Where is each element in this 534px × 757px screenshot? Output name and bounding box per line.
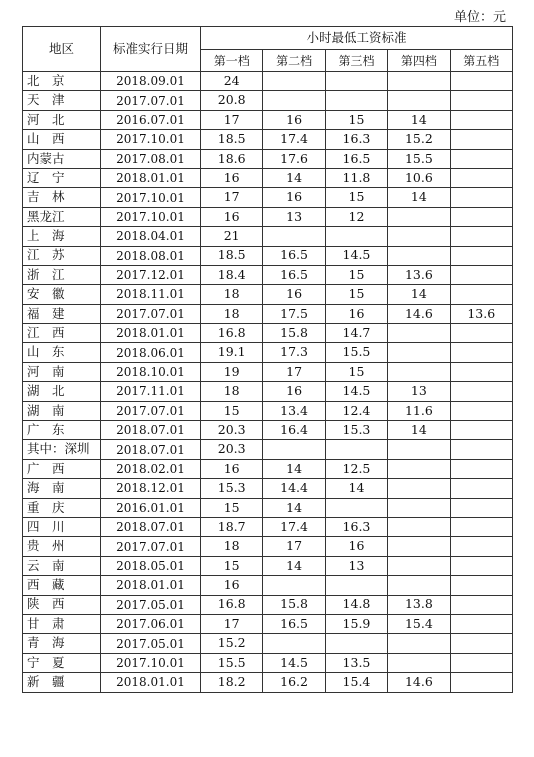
tier-3-cell: 13.5 xyxy=(325,653,387,672)
tier-1-cell: 18 xyxy=(201,537,263,556)
tier-4-cell xyxy=(388,517,450,536)
header-region: 地区 xyxy=(23,27,101,72)
tier-1-cell: 19 xyxy=(201,362,263,381)
region-cell: 四 川 xyxy=(23,517,101,536)
region-cell: 青 海 xyxy=(23,634,101,653)
tier-3-cell: 16.5 xyxy=(325,149,387,168)
table-row xyxy=(23,595,513,614)
tier-5-cell xyxy=(450,440,512,459)
date-cell: 2018.04.01 xyxy=(101,227,201,246)
tier-2-cell: 16 xyxy=(263,382,325,401)
table-row xyxy=(23,634,513,653)
tier-1-cell: 16.8 xyxy=(201,324,263,343)
table-row xyxy=(23,246,513,265)
tier-5-cell xyxy=(450,168,512,187)
tier-3-cell: 15 xyxy=(325,188,387,207)
tier-1-cell: 18 xyxy=(201,382,263,401)
tier-5-cell xyxy=(450,130,512,149)
date-cell: 2018.01.01 xyxy=(101,324,201,343)
date-cell: 2017.10.01 xyxy=(101,207,201,226)
tier-4-cell: 13.6 xyxy=(388,265,450,284)
tier-1-cell: 17 xyxy=(201,614,263,633)
tier-1-cell: 18.7 xyxy=(201,517,263,536)
tier-4-cell xyxy=(388,634,450,653)
tier-1-cell: 17 xyxy=(201,188,263,207)
tier-5-cell xyxy=(450,362,512,381)
header-tier-5: 第五档 xyxy=(450,50,512,72)
tier-2-cell: 17.4 xyxy=(263,517,325,536)
tier-2-cell: 14 xyxy=(263,556,325,575)
date-cell: 2016.01.01 xyxy=(101,498,201,517)
tier-2-cell: 16 xyxy=(263,285,325,304)
region-cell: 宁 夏 xyxy=(23,653,101,672)
tier-1-cell: 16 xyxy=(201,168,263,187)
table-row xyxy=(23,188,513,207)
tier-2-cell: 14 xyxy=(263,168,325,187)
date-cell: 2017.05.01 xyxy=(101,595,201,614)
tier-1-cell: 15 xyxy=(201,401,263,420)
tier-3-cell: 15 xyxy=(325,265,387,284)
tier-5-cell xyxy=(450,382,512,401)
tier-4-cell: 15.5 xyxy=(388,149,450,168)
date-cell: 2017.10.01 xyxy=(101,130,201,149)
tier-4-cell: 11.6 xyxy=(388,401,450,420)
region-cell: 其中：深圳 xyxy=(23,440,101,459)
tier-4-cell: 15.4 xyxy=(388,614,450,633)
date-cell: 2017.12.01 xyxy=(101,265,201,284)
date-cell: 2018.02.01 xyxy=(101,459,201,478)
date-cell: 2018.07.01 xyxy=(101,517,201,536)
tier-3-cell xyxy=(325,498,387,517)
tier-4-cell xyxy=(388,537,450,556)
header-tier-3: 第三档 xyxy=(325,50,387,72)
tier-2-cell: 16.5 xyxy=(263,265,325,284)
table-row xyxy=(23,168,513,187)
region-cell: 江 苏 xyxy=(23,246,101,265)
table-row xyxy=(23,110,513,129)
region-cell: 河 北 xyxy=(23,110,101,129)
table-row xyxy=(23,265,513,284)
region-cell: 云 南 xyxy=(23,556,101,575)
tier-4-cell xyxy=(388,459,450,478)
tier-3-cell: 15.4 xyxy=(325,673,387,692)
region-cell: 江 西 xyxy=(23,324,101,343)
tier-4-cell xyxy=(388,653,450,672)
table-row xyxy=(23,401,513,420)
tier-3-cell xyxy=(325,634,387,653)
tier-4-cell: 14 xyxy=(388,421,450,440)
tier-3-cell xyxy=(325,227,387,246)
region-cell: 北 京 xyxy=(23,72,101,91)
date-cell: 2018.12.01 xyxy=(101,479,201,498)
tier-2-cell: 17 xyxy=(263,537,325,556)
tier-1-cell: 15 xyxy=(201,556,263,575)
tier-4-cell: 14.6 xyxy=(388,304,450,323)
tier-4-cell xyxy=(388,324,450,343)
tier-1-cell: 20.3 xyxy=(201,421,263,440)
table-row xyxy=(23,285,513,304)
tier-4-cell xyxy=(388,556,450,575)
tier-1-cell: 18.6 xyxy=(201,149,263,168)
date-cell: 2018.01.01 xyxy=(101,673,201,692)
table-row xyxy=(23,130,513,149)
tier-4-cell xyxy=(388,343,450,362)
tier-2-cell: 16.5 xyxy=(263,246,325,265)
tier-2-cell: 14.5 xyxy=(263,653,325,672)
tier-2-cell: 16.4 xyxy=(263,421,325,440)
region-cell: 福 建 xyxy=(23,304,101,323)
tier-3-cell xyxy=(325,91,387,110)
tier-4-cell: 14.6 xyxy=(388,673,450,692)
region-cell: 辽 宁 xyxy=(23,168,101,187)
tier-1-cell: 15.5 xyxy=(201,653,263,672)
region-cell: 贵 州 xyxy=(23,537,101,556)
min-wage-table xyxy=(22,26,513,693)
tier-5-cell xyxy=(450,653,512,672)
date-cell: 2018.05.01 xyxy=(101,556,201,575)
tier-4-cell: 15.2 xyxy=(388,130,450,149)
date-cell: 2018.01.01 xyxy=(101,576,201,595)
tier-3-cell: 16.3 xyxy=(325,130,387,149)
tier-5-cell xyxy=(450,246,512,265)
table-row xyxy=(23,673,513,692)
tier-1-cell: 19.1 xyxy=(201,343,263,362)
tier-2-cell: 13.4 xyxy=(263,401,325,420)
tier-5-cell xyxy=(450,421,512,440)
table-row xyxy=(23,556,513,575)
tier-5-cell xyxy=(450,576,512,595)
tier-5-cell xyxy=(450,265,512,284)
tier-5-cell xyxy=(450,149,512,168)
region-cell: 新 疆 xyxy=(23,673,101,692)
table-row xyxy=(23,653,513,672)
table-row xyxy=(23,91,513,110)
tier-5-cell xyxy=(450,110,512,129)
tier-5-cell xyxy=(450,498,512,517)
header-hourly-group: 小时最低工资标准 xyxy=(201,27,513,50)
unit-label: 单位：元 xyxy=(453,10,506,25)
tier-4-cell xyxy=(388,498,450,517)
tier-5-cell xyxy=(450,634,512,653)
date-cell: 2018.01.01 xyxy=(101,168,201,187)
tier-2-cell: 16.5 xyxy=(263,614,325,633)
header-date: 标准实行日期 xyxy=(101,27,201,72)
region-cell: 浙 江 xyxy=(23,265,101,284)
date-cell: 2017.05.01 xyxy=(101,634,201,653)
tier-5-cell xyxy=(450,556,512,575)
tier-3-cell: 12.4 xyxy=(325,401,387,420)
tier-1-cell: 16 xyxy=(201,459,263,478)
tier-3-cell: 11.8 xyxy=(325,168,387,187)
table-row xyxy=(23,227,513,246)
tier-2-cell xyxy=(263,634,325,653)
tier-3-cell: 14.5 xyxy=(325,246,387,265)
date-cell: 2017.11.01 xyxy=(101,382,201,401)
tier-2-cell: 14.4 xyxy=(263,479,325,498)
tier-1-cell: 24 xyxy=(201,72,263,91)
tier-5-cell xyxy=(450,537,512,556)
tier-5-cell: 13.6 xyxy=(450,304,512,323)
tier-1-cell: 15.2 xyxy=(201,634,263,653)
table-row xyxy=(23,149,513,168)
tier-2-cell: 13 xyxy=(263,207,325,226)
tier-5-cell xyxy=(450,91,512,110)
tier-1-cell: 18.5 xyxy=(201,130,263,149)
date-cell: 2018.11.01 xyxy=(101,285,201,304)
date-cell: 2017.10.01 xyxy=(101,188,201,207)
date-cell: 2017.07.01 xyxy=(101,91,201,110)
tier-4-cell: 13 xyxy=(388,382,450,401)
tier-5-cell xyxy=(450,614,512,633)
table-row xyxy=(23,324,513,343)
region-cell: 山 西 xyxy=(23,130,101,149)
tier-1-cell: 20.8 xyxy=(201,91,263,110)
tier-4-cell: 14 xyxy=(388,110,450,129)
tier-3-cell: 15.9 xyxy=(325,614,387,633)
header-tier-1: 第一档 xyxy=(201,50,263,72)
tier-1-cell: 15.3 xyxy=(201,479,263,498)
tier-5-cell xyxy=(450,401,512,420)
tier-2-cell xyxy=(263,72,325,91)
tier-3-cell: 12.5 xyxy=(325,459,387,478)
region-cell: 甘 肃 xyxy=(23,614,101,633)
tier-2-cell: 16 xyxy=(263,188,325,207)
region-cell: 安 徽 xyxy=(23,285,101,304)
tier-2-cell xyxy=(263,227,325,246)
tier-3-cell xyxy=(325,72,387,91)
tier-2-cell: 17.6 xyxy=(263,149,325,168)
tier-2-cell: 17.3 xyxy=(263,343,325,362)
tier-2-cell: 16 xyxy=(263,110,325,129)
tier-2-cell xyxy=(263,440,325,459)
tier-4-cell xyxy=(388,246,450,265)
tier-4-cell: 14 xyxy=(388,188,450,207)
region-cell: 广 西 xyxy=(23,459,101,478)
date-cell: 2018.07.01 xyxy=(101,421,201,440)
tier-4-cell xyxy=(388,440,450,459)
tier-4-cell: 10.6 xyxy=(388,168,450,187)
date-cell: 2016.07.01 xyxy=(101,110,201,129)
tier-3-cell: 14.8 xyxy=(325,595,387,614)
tier-4-cell xyxy=(388,227,450,246)
tier-5-cell xyxy=(450,72,512,91)
date-cell: 2018.07.01 xyxy=(101,440,201,459)
region-cell: 黑龙江 xyxy=(23,207,101,226)
date-cell: 2018.08.01 xyxy=(101,246,201,265)
tier-3-cell: 15 xyxy=(325,110,387,129)
tier-2-cell: 14 xyxy=(263,459,325,478)
tier-3-cell: 12 xyxy=(325,207,387,226)
table-row xyxy=(23,382,513,401)
tier-5-cell xyxy=(450,227,512,246)
tier-4-cell xyxy=(388,479,450,498)
tier-3-cell: 15 xyxy=(325,285,387,304)
date-cell: 2017.10.01 xyxy=(101,653,201,672)
tier-4-cell xyxy=(388,362,450,381)
tier-3-cell: 13 xyxy=(325,556,387,575)
tier-1-cell: 16.8 xyxy=(201,595,263,614)
tier-3-cell: 14.7 xyxy=(325,324,387,343)
tier-5-cell xyxy=(450,343,512,362)
date-cell: 2018.06.01 xyxy=(101,343,201,362)
tier-1-cell: 18 xyxy=(201,304,263,323)
tier-4-cell xyxy=(388,576,450,595)
tier-2-cell: 17.5 xyxy=(263,304,325,323)
tier-4-cell xyxy=(388,91,450,110)
table-row xyxy=(23,517,513,536)
region-cell: 天 津 xyxy=(23,91,101,110)
tier-5-cell xyxy=(450,285,512,304)
tier-1-cell: 17 xyxy=(201,110,263,129)
tier-1-cell: 18.5 xyxy=(201,246,263,265)
tier-2-cell xyxy=(263,91,325,110)
region-cell: 重 庆 xyxy=(23,498,101,517)
tier-2-cell: 17 xyxy=(263,362,325,381)
date-cell: 2018.09.01 xyxy=(101,72,201,91)
tier-5-cell xyxy=(450,459,512,478)
table-row xyxy=(23,576,513,595)
tier-2-cell xyxy=(263,576,325,595)
region-cell: 吉 林 xyxy=(23,188,101,207)
tier-5-cell xyxy=(450,673,512,692)
region-cell: 河 南 xyxy=(23,362,101,381)
table-row xyxy=(23,304,513,323)
region-cell: 湖 北 xyxy=(23,382,101,401)
region-cell: 内蒙古 xyxy=(23,149,101,168)
tier-5-cell xyxy=(450,188,512,207)
date-cell: 2017.08.01 xyxy=(101,149,201,168)
tier-1-cell: 18 xyxy=(201,285,263,304)
tier-3-cell: 16 xyxy=(325,537,387,556)
tier-2-cell: 15.8 xyxy=(263,595,325,614)
tier-1-cell: 20.3 xyxy=(201,440,263,459)
tier-1-cell: 16 xyxy=(201,576,263,595)
table-row xyxy=(23,498,513,517)
date-cell: 2017.07.01 xyxy=(101,401,201,420)
date-cell: 2018.10.01 xyxy=(101,362,201,381)
tier-3-cell xyxy=(325,440,387,459)
table-row xyxy=(23,421,513,440)
table-body xyxy=(23,72,513,693)
region-cell: 广 东 xyxy=(23,421,101,440)
tier-1-cell: 15 xyxy=(201,498,263,517)
date-cell: 2017.06.01 xyxy=(101,614,201,633)
tier-3-cell: 14 xyxy=(325,479,387,498)
header-tier-2: 第二档 xyxy=(263,50,325,72)
tier-4-cell xyxy=(388,72,450,91)
table-row xyxy=(23,207,513,226)
tier-3-cell: 15 xyxy=(325,362,387,381)
table-row xyxy=(23,343,513,362)
tier-2-cell: 14 xyxy=(263,498,325,517)
table-row xyxy=(23,537,513,556)
tier-1-cell: 18.4 xyxy=(201,265,263,284)
tier-3-cell xyxy=(325,576,387,595)
tier-3-cell: 15.5 xyxy=(325,343,387,362)
tier-4-cell xyxy=(388,207,450,226)
tier-3-cell: 15.3 xyxy=(325,421,387,440)
date-cell: 2017.07.01 xyxy=(101,304,201,323)
table-row xyxy=(23,72,513,91)
tier-1-cell: 16 xyxy=(201,207,263,226)
table-row xyxy=(23,479,513,498)
tier-5-cell xyxy=(450,517,512,536)
tier-2-cell: 17.4 xyxy=(263,130,325,149)
region-cell: 西 藏 xyxy=(23,576,101,595)
tier-1-cell: 18.2 xyxy=(201,673,263,692)
tier-3-cell: 16 xyxy=(325,304,387,323)
tier-2-cell: 15.8 xyxy=(263,324,325,343)
date-cell: 2017.07.01 xyxy=(101,537,201,556)
region-cell: 上 海 xyxy=(23,227,101,246)
region-cell: 陕 西 xyxy=(23,595,101,614)
tier-5-cell xyxy=(450,479,512,498)
tier-5-cell xyxy=(450,207,512,226)
tier-4-cell: 14 xyxy=(388,285,450,304)
tier-5-cell xyxy=(450,324,512,343)
tier-2-cell: 16.2 xyxy=(263,673,325,692)
table-row xyxy=(23,614,513,633)
tier-5-cell xyxy=(450,595,512,614)
tier-1-cell: 21 xyxy=(201,227,263,246)
region-cell: 海 南 xyxy=(23,479,101,498)
table-row xyxy=(23,459,513,478)
tier-3-cell: 16.3 xyxy=(325,517,387,536)
tier-4-cell: 13.8 xyxy=(388,595,450,614)
tier-3-cell: 14.5 xyxy=(325,382,387,401)
table-row xyxy=(23,440,513,459)
region-cell: 山 东 xyxy=(23,343,101,362)
table-row xyxy=(23,362,513,381)
region-cell: 湖 南 xyxy=(23,401,101,420)
header-tier-4: 第四档 xyxy=(388,50,450,72)
